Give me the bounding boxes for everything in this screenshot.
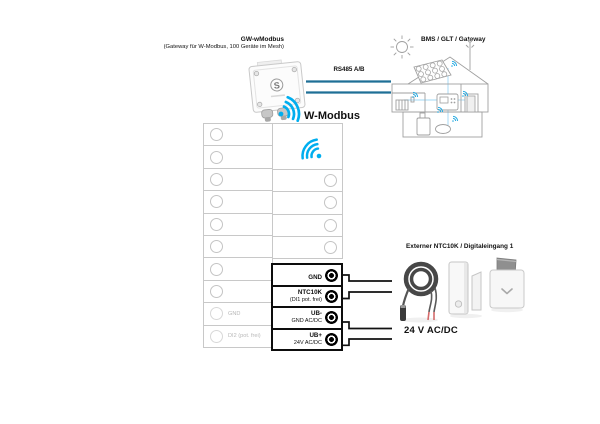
terminal-row-gnd <box>203 302 273 325</box>
terminal-cell-ub-minus <box>271 308 343 329</box>
terminal-row <box>272 191 343 214</box>
terminal-sublabel: (DI1 pot. frei) <box>289 296 322 303</box>
terminal-circle <box>210 263 223 276</box>
card-switch-image <box>487 256 529 314</box>
terminal-row <box>272 169 343 192</box>
sun-icon <box>391 36 414 59</box>
terminal-row <box>203 123 273 146</box>
ntc-probe-image <box>396 255 444 325</box>
connection-terminals <box>271 263 343 351</box>
device-subtitle: (Gateway für W-Modbus, 100 Geräte im Mesh) <box>163 44 284 51</box>
terminal-contact <box>325 333 338 346</box>
svg-text:S: S <box>273 80 281 91</box>
terminal-row <box>203 168 273 191</box>
bms-label: BMS / GLT / Gateway <box>421 36 486 43</box>
terminal-row <box>203 145 273 168</box>
building-illustration <box>383 28 501 142</box>
wmodbus-label: W-Modbus <box>304 110 360 122</box>
terminal-row <box>203 190 273 213</box>
terminal-contact <box>325 290 338 303</box>
terminal-column-right <box>272 123 343 259</box>
terminal-circle <box>210 218 223 231</box>
terminal-row <box>203 280 273 303</box>
terminal-block <box>203 123 343 357</box>
wifi-icon <box>292 132 324 161</box>
terminal-cell-gnd <box>271 263 343 286</box>
power-label: 24 V AC/DC <box>404 325 458 336</box>
di2-label: DI2 (pot. frei) <box>228 333 261 340</box>
terminal-row-di2 <box>203 325 273 348</box>
terminal-sublabel: GND AC/DC <box>291 318 322 325</box>
terminal-row <box>203 257 273 280</box>
terminal-circle <box>210 173 223 186</box>
terminal-label: UB+ <box>309 331 322 339</box>
terminal-circle <box>324 196 337 209</box>
external-devices-label: Externer NTC10K / Digitaleingang 1 <box>406 243 514 250</box>
terminal-row <box>203 235 273 258</box>
terminal-cell-ub-plus <box>271 330 343 351</box>
building-outline <box>392 39 488 137</box>
terminal-circle <box>210 330 223 343</box>
terminal-label: GND <box>308 274 322 282</box>
door-contact-image <box>447 258 485 320</box>
terminal-row <box>272 214 343 237</box>
terminal-contact <box>325 269 338 282</box>
terminal-circle <box>210 240 223 253</box>
terminal-circle <box>324 241 337 254</box>
solar-panel <box>414 60 451 83</box>
terminal-circle <box>210 151 223 164</box>
gnd-label: GND <box>228 310 241 317</box>
terminal-sublabel: 24V AC/DC <box>293 339 322 346</box>
terminal-circle <box>324 174 337 187</box>
terminal-row <box>272 236 343 259</box>
wmodbus-cell <box>272 123 343 170</box>
boiler-icon <box>417 113 451 135</box>
terminal-circle <box>210 307 223 320</box>
device-title: GW-wModbus <box>240 36 284 43</box>
device-header <box>150 36 284 52</box>
terminal-row <box>203 213 273 236</box>
terminal-cell-ntc10k <box>271 287 343 308</box>
terminal-circle <box>210 128 223 141</box>
terminal-circle <box>210 195 223 208</box>
rs485-bus-lines <box>306 82 391 93</box>
terminal-circle <box>324 219 337 232</box>
terminal-circle <box>210 285 223 298</box>
terminal-label: UB- <box>311 310 322 318</box>
terminal-label: NTC10K <box>297 288 322 296</box>
terminal-column-left <box>203 123 273 348</box>
rs485-label: RS485 A/B <box>333 66 365 73</box>
door-icon <box>465 94 478 112</box>
